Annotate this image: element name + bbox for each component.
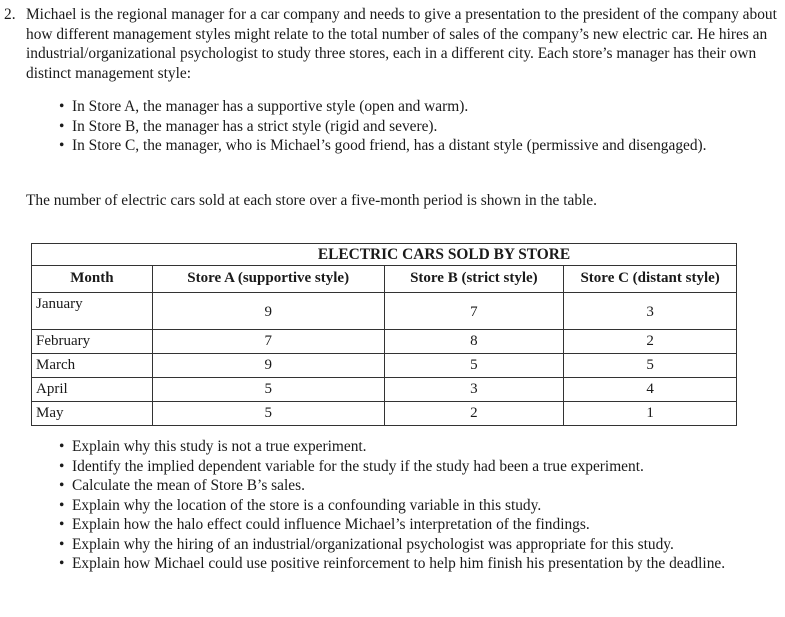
table-header-row [32, 266, 737, 293]
store-a-cell: 5 [152, 402, 384, 426]
column-header-store-c: Store C (distant style) [564, 266, 737, 293]
list-item: • In Store A, the manager has a supportive style (open and warm). [59, 98, 469, 115]
question-stem: Michael is the regional manager for a car company and needs to give a presentation to the president of the company about how different management styles might relate to the total number of sales of the company’s new electric car. He hires an industrial/organizational psychologist to study three stores, each in a different city. Each store’s manager has their own distinct management style: [26, 6, 777, 82]
column-header-month: Month [32, 266, 153, 293]
store-c-cell: 1 [564, 402, 737, 426]
bullet-icon: • [59, 477, 65, 494]
store-c-cell: 4 [564, 378, 737, 402]
table-row [32, 293, 737, 330]
column-header-store-a: Store A (supportive style) [152, 266, 384, 293]
bullet-icon: • [59, 117, 65, 135]
management-style-list [59, 97, 719, 156]
table-row [32, 354, 737, 378]
bullet-icon: • [59, 457, 65, 475]
month-cell: April [32, 378, 153, 402]
sales-table-container [31, 243, 737, 426]
table-caption: ELECTRIC CARS SOLD BY STORE [32, 244, 737, 266]
sales-table [31, 243, 737, 426]
month-cell: January [32, 293, 153, 330]
store-b-cell: 8 [384, 330, 564, 354]
store-c-cell: 2 [564, 330, 737, 354]
list-item: • In Store C, the manager, who is Michael’s good friend, has a distant style (permissive and disengaged). [59, 137, 707, 154]
list-item: • Explain why this study is not a true experiment. [59, 438, 367, 455]
bullet-icon: • [59, 137, 65, 154]
store-c-cell: 5 [564, 354, 737, 378]
list-item: • Explain how Michael could use positive reinforcement to help him finish his presentation by the deadline. [59, 555, 726, 572]
task-list [59, 437, 749, 574]
list-item: • Explain how the halo effect could influence Michael’s interpretation of the findings. [59, 516, 590, 533]
store-a-cell: 9 [152, 354, 384, 378]
month-cell: March [32, 354, 153, 378]
store-a-cell: 5 [152, 378, 384, 402]
list-item: • Identify the implied dependent variable for the study if the study had been a true experiment. [59, 457, 644, 475]
bullet-icon: • [59, 535, 65, 553]
table-row [32, 402, 737, 426]
month-cell: May [32, 402, 153, 426]
table-row [32, 378, 737, 402]
list-item: • Calculate the mean of Store B’s sales. [59, 477, 305, 494]
list-item: • Explain why the hiring of an industrial/organizational psychologist was appropriate for this study. [59, 535, 674, 553]
store-b-cell: 3 [384, 378, 564, 402]
month-cell: February [32, 330, 153, 354]
bullet-icon: • [59, 555, 65, 572]
bullet-icon: • [59, 496, 65, 514]
store-b-cell: 5 [384, 354, 564, 378]
bullet-icon: • [59, 98, 65, 115]
store-b-cell: 7 [384, 293, 564, 330]
question-number: 2. [4, 6, 16, 23]
store-b-cell: 2 [384, 402, 564, 426]
bullet-icon: • [59, 438, 65, 455]
bullet-icon: • [59, 516, 65, 533]
table-intro: The number of electric cars sold at each store over a five-month period is shown in the table. [26, 192, 597, 209]
store-c-cell: 3 [564, 293, 737, 330]
store-a-cell: 9 [152, 293, 384, 330]
list-item: • In Store B, the manager has a strict style (rigid and severe). [59, 117, 438, 135]
column-header-store-b: Store B (strict style) [384, 266, 564, 293]
list-item: • Explain why the location of the store is a confounding variable in this study. [59, 496, 542, 514]
table-row [32, 330, 737, 354]
store-a-cell: 7 [152, 330, 384, 354]
